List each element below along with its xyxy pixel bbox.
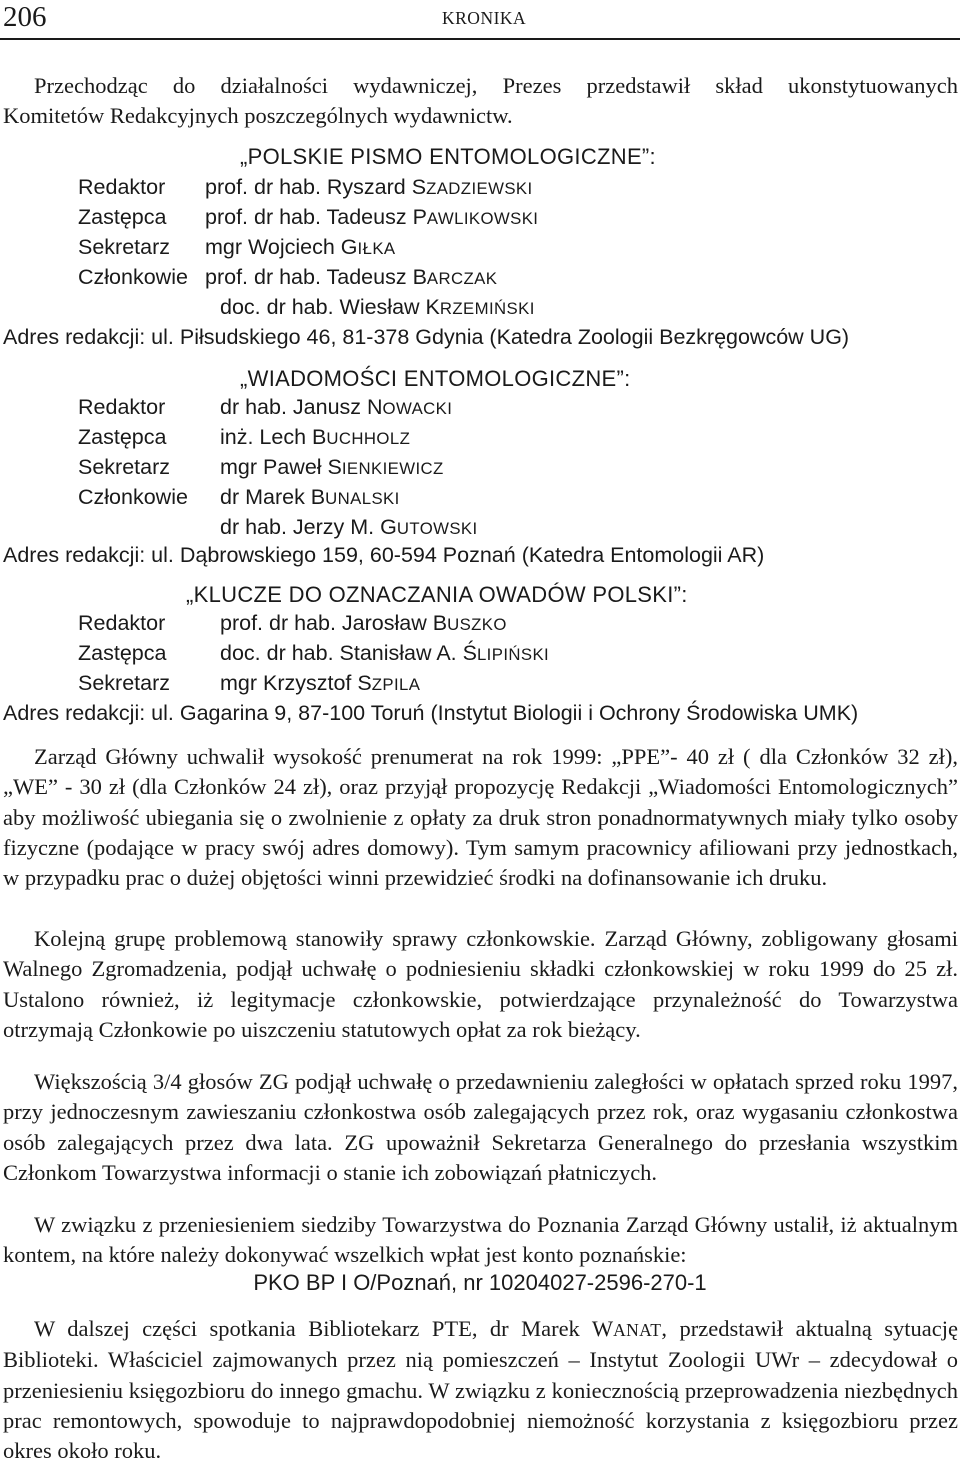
- person-name: prof. dr hab. Tadeusz PAWLIKOWSKI: [205, 205, 539, 229]
- role-label: Zastępca: [78, 641, 167, 665]
- person-name: mgr Paweł SIENKIEWICZ: [220, 455, 444, 479]
- committee-title: „KLUCZE DO OZNACZANIA OWADÓW POLSKI”:: [186, 582, 688, 607]
- person-name: prof. dr hab. Jarosław BUSZKO: [220, 611, 507, 635]
- paragraph-account: W związku z przeniesieniem siedziby Towarzystwa do Poznania Zarząd Główny ustalił, iż aktualnym kontem, na które należy dokonywać wszelkich wpłat jest konto poznańskie:: [3, 1212, 958, 1268]
- intro-paragraph: [3, 71, 958, 132]
- person-name: dr Marek BUNALSKI: [220, 485, 400, 509]
- editorial-address: Adres redakcji: ul. Gagarina 9, 87-100 Toruń (Instytut Biologii i Ochrony Środowiska UMK): [3, 701, 859, 725]
- role-label: Sekretarz: [78, 671, 171, 695]
- role-label: Sekretarz: [78, 455, 171, 479]
- person-name: inż. Lech BUCHHOLZ: [220, 425, 411, 449]
- role-label: Redaktor: [78, 395, 166, 419]
- role-label: Członkowie: [78, 485, 188, 509]
- editorial-address: Adres redakcji: ul. Dąbrowskiego 159, 60-594 Poznań (Katedra Entomologii AR): [3, 543, 765, 567]
- paragraph-library: W dalszej części spotkania Bibliotekarz PTE, dr Marek WANAT, przedstawił aktualną sytuację Biblioteki. Właściciel zajmowanych przez nią pomieszczeń – Instytut Zoologii UWr – zdecydował o przeniesieniu księgozbioru do innego gmachu. W związku z koniecznością przeprowadzenia niezbędnych prac remontowych, spowoduje to najprawdopodobniej niemożność korzystania z księgozbioru przez okres około roku.: [3, 1316, 958, 1464]
- role-label: Sekretarz: [78, 235, 171, 259]
- bank-account: PKO BP I O/Poznań, nr 10204027-2596-270-1: [253, 1270, 707, 1295]
- running-title: KRONIKA: [442, 8, 527, 28]
- role-label: Zastępca: [78, 425, 167, 449]
- person-name: dr hab. Janusz NOWACKI: [220, 395, 453, 419]
- person-name: mgr Krzysztof SZPILA: [220, 671, 421, 695]
- person-name: prof. dr hab. Tadeusz BARCZAK: [205, 265, 498, 289]
- committee-title: „WIADOMOŚCI ENTOMOLOGICZNE”:: [240, 366, 631, 391]
- header-rule: [0, 38, 960, 40]
- paragraph-arrears: Większością 3/4 głosów ZG podjął uchwałę o przedawnieniu zaległości w opłatach sprzed roku 1997, przy jednoczesnym zawieszaniu członkostwa osób zalegających przez rok, oraz wygasaniu członkostwa osób zalegających przez dwa lata. ZG upoważnił Sekretarza Generalnego do przesłania wszystkim Członkom Towarzystwa informacji o stanie ich zobowiązań płatniczych.: [3, 1069, 958, 1185]
- person-name: doc. dr hab. Wiesław KRZEMIŃSKI: [220, 295, 535, 319]
- person-name: mgr Wojciech GIŁKA: [205, 235, 396, 259]
- role-label: Redaktor: [78, 611, 166, 635]
- role-label: Zastępca: [78, 205, 167, 229]
- paragraph-subscription: Zarząd Główny uchwalił wysokość prenumerat na rok 1999: „PPE”- 40 zł ( dla Członków 32 zł), „WE” - 30 zł (dla Członków 24 zł), oraz przyjął propozycję Redakcji „Wiadomości Entomologicznych” aby możliwość ubiegania się o zwolnienie z opłaty za druk stron ponadnormatywnych miały tylko osoby fizyczne (podające w pracy swój adres domowy). Tym samym pracownicy afiliowani przy jednostkach, w przypadku prac o dużej objętości winni przewidzieć środki na dofinansowanie ich druku.: [3, 744, 958, 891]
- paragraph-membership: Kolejną grupę problemową stanowiły sprawy członkowskie. Zarząd Główny, zobligowany głosami Walnego Zgromadzenia, podjął uchwałę o podniesieniu składki członkowskiej w roku 1999 do 25 zł. Ustalono również, iż legitymacje członkowskie, potwierdzające przynależność do Towarzystwa otrzymają Członkowie po uiszczeniu statutowych opłat za rok bieżący.: [3, 926, 958, 1042]
- intro-line-2: Komitetów Redakcyjnych poszczególnych wydawnictw.: [3, 103, 513, 129]
- role-label: Członkowie: [78, 265, 188, 289]
- committee-title: „POLSKIE PISMO ENTOMOLOGICZNE”:: [240, 144, 656, 169]
- person-name: prof. dr hab. Ryszard SZADZIEWSKI: [205, 175, 533, 199]
- role-label: Redaktor: [78, 175, 166, 199]
- page-number: 206: [3, 1, 47, 33]
- person-name: doc. dr hab. Stanisław A. ŚLIPIŃSKI: [220, 641, 550, 665]
- running-header: [0, 0, 960, 38]
- editorial-address: Adres redakcji: ul. Piłsudskiego 46, 81-378 Gdynia (Katedra Zoologii Bezkręgowców UG): [3, 325, 850, 349]
- person-name: dr hab. Jerzy M. GUTOWSKI: [220, 515, 478, 539]
- intro-line-1: Przechodząc do działalności wydawniczej, Prezes przedstawił skład ukonstytuowanych: [34, 73, 958, 98]
